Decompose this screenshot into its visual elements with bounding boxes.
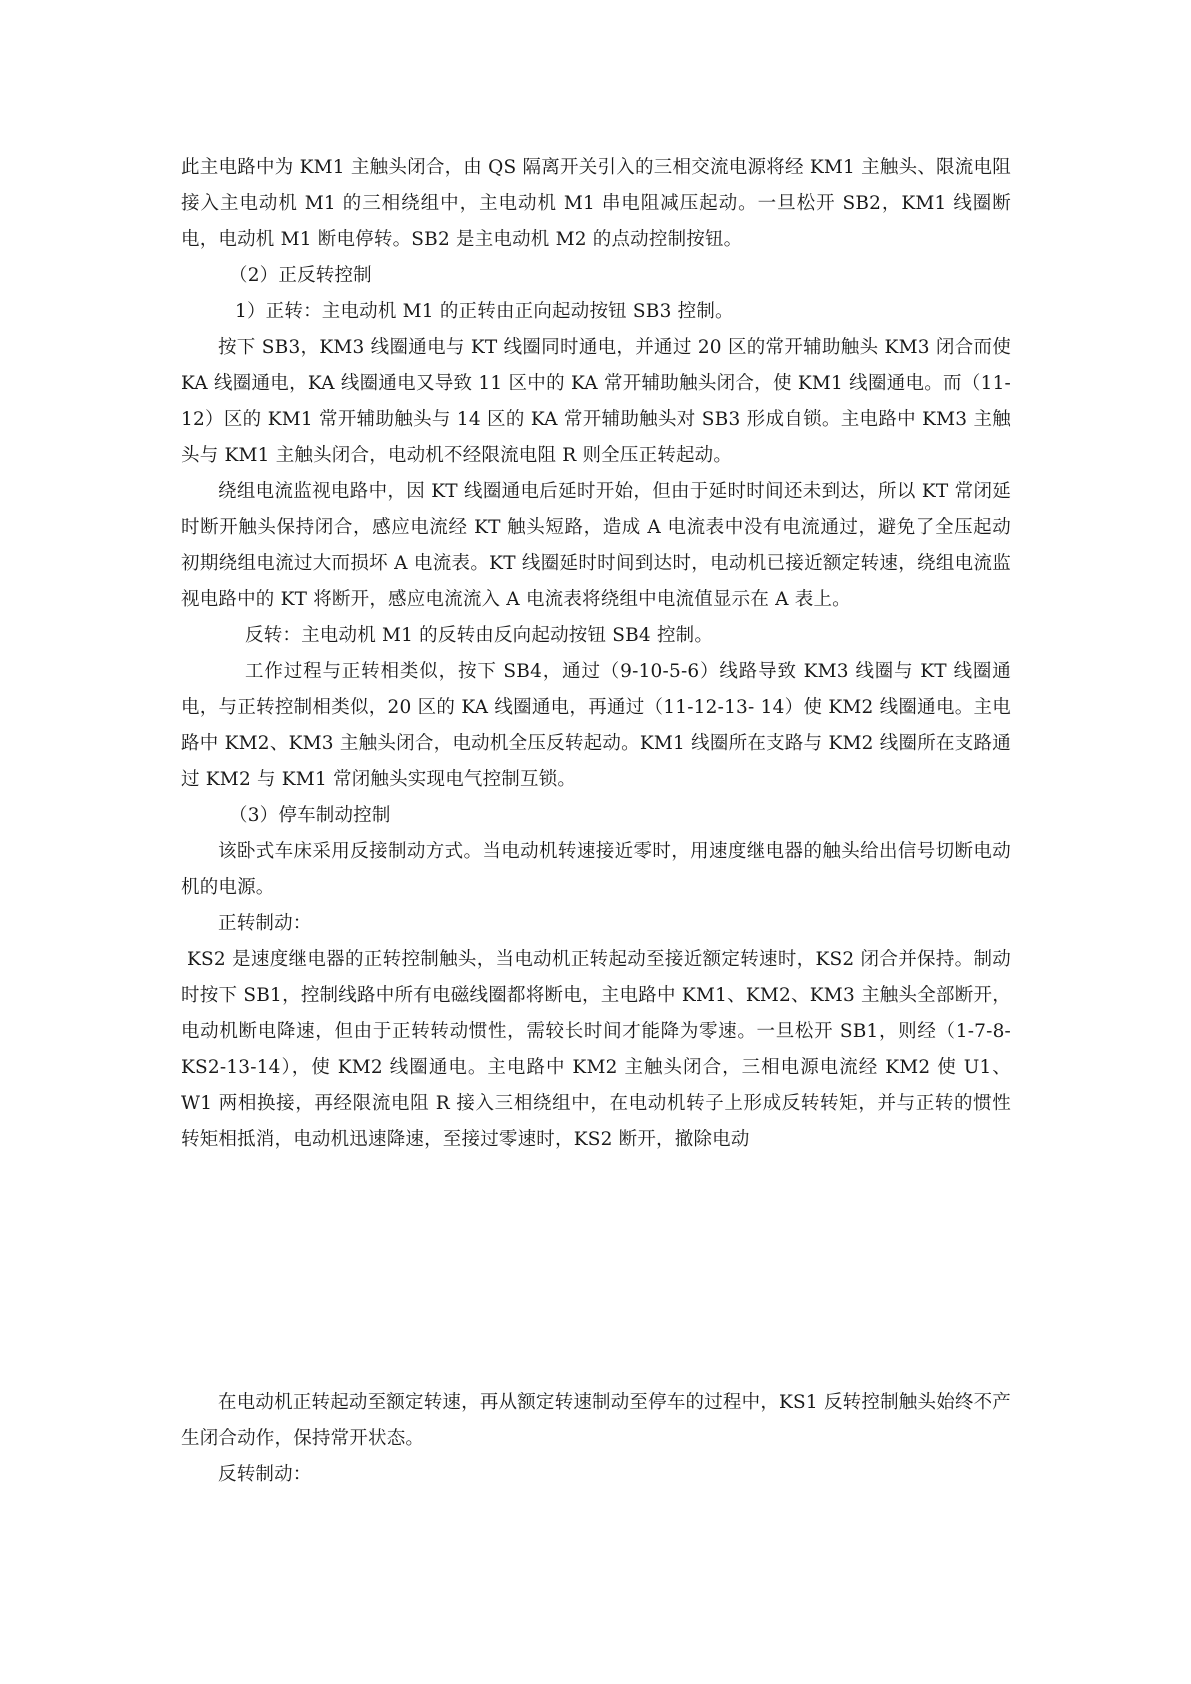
paragraph-reverse-braking-method: 该卧式车床采用反接制动方式。当电动机转速接近零时，用速度继电器的触头给出信号切断电动机的电源。 — [181, 841, 1011, 898]
text-block-top — [181, 150, 1011, 1158]
heading-reverse-rotation: 反转：主电动机 M1 的反转由反向起动按钮 SB4 控制。 — [245, 625, 714, 646]
paragraph-winding-current-monitor: 绕组电流监视电路中，因 KT 线圈通电后延时开始，但由于延时时间还未到达，所以 KT 常闭延时断开触头保持闭合，感应电流经 KT 触头短路，造成 A 电流表中没有电流通过，避免了全压起动初期绕组电流过大而损坏 A 电流表。KT 线圈延时时间到达时，电动机已接近额定转速，绕组电流监视电路中的 KT 将断开，感应电流流入 A 电流表将绕组中电流值显示在 A 表上。 — [181, 481, 1011, 610]
paragraph-press-sb3: 按下 SB3，KM3 线圈通电与 KT 线圈同时通电，并通过 20 区的常开辅助触头 KM3 闭合而使 KA 线圈通电，KA 线圈通电又导致 11 区中的 KA 常开辅助触头闭合，使 KM1 线圈通电。而（11-12）区的 KM1 常开辅助触头与 14 区的 KA 常开辅助触头对 SB3 形成自锁。主电路中 KM3 主触头与 KM1 主触头闭合，电动机不经限流电阻 R 则全压正转起动。 — [181, 337, 1011, 466]
paragraph-main-circuit: 此主电路中为 KM1 主触头闭合，由 QS 隔离开关引入的三相交流电源将经 KM1 主触头、限流电阻接入主电动机 M1 的三相绕组中，主电动机 M1 串电阻减压起动。一旦松开 SB2，KM1 线圈断电，电动机 M1 断电停转。SB2 是主电动机 M2 的点动控制按钮。 — [181, 157, 1011, 250]
text-block-bottom — [181, 1385, 1011, 1493]
heading-stop-brake-control: （3）停车制动控制 — [229, 805, 391, 826]
heading-forward-reverse-control: （2）正反转控制 — [229, 265, 372, 286]
heading-forward-rotation: 1）正转：主电动机 M1 的正转由正向起动按钮 SB3 控制。 — [235, 301, 734, 322]
heading-forward-braking: 正转制动： — [218, 913, 312, 934]
paragraph-reverse-process: 工作过程与正转相类似，按下 SB4，通过（9-10-5-6）线路导致 KM3 线圈与 KT 线圈通电，与正转控制相类似，20 区的 KA 线圈通电，再通过（11-12-13- 14）使 KM2 线圈通电。主电路中 KM2、KM3 主触头闭合，电动机全压反转起动。KM1 线圈所在支路与 KM2 线圈所在支路通过 KM2 与 KM1 常闭触头实现电气控制互锁。 — [181, 661, 1011, 790]
paragraph-ks2-braking: KS2 是速度继电器的正转控制触头，当电动机正转起动至接近额定转速时，KS2 闭合并保持。制动时按下 SB1，控制线路中所有电磁线圈都将断电，主电路中 KM1、KM2、KM3 主触头全部断开，电动机断电降速，但由于正转转动惯性，需较长时间才能降为零速。一旦松开 SB1，则经（1-7-8-KS2-13-14），使 KM2 线圈通电。主电路中 KM2 主触头闭合，三相电源电流经 KM2 使 U1、W1 两相换接，再经限流电阻 R 接入三相绕组中，在电动机转子上形成反转转矩，并与正转的惯性转矩相抵消，电动机迅速降速，至接过零速时，KS2 断开，撤除电动 — [181, 949, 1011, 1150]
paragraph-ks1-contact: 在电动机正转起动至额定转速，再从额定转速制动至停车的过程中，KS1 反转控制触头始终不产生闭合动作，保持常开状态。 — [181, 1392, 1011, 1449]
heading-reverse-braking: 反转制动： — [218, 1464, 312, 1485]
